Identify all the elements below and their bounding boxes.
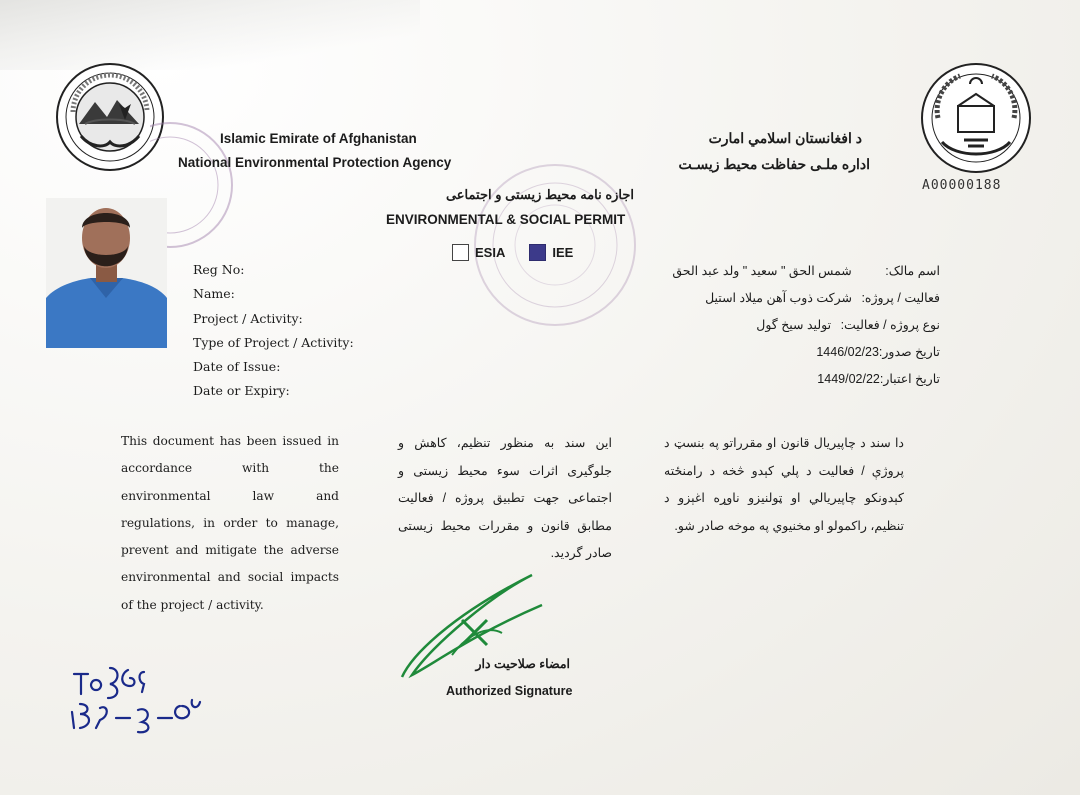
persian-name-value: شمس الحق " سعید " ولد عبد الحق bbox=[672, 264, 852, 278]
body-pashto: دا سند د چاپیریال قانون او مقرراتو په بنسټ د پروژې / فعالیت د پلي کېدو څخه د رامنځته کېدونکو چاپیریالي او ټولنیزو ناوړه اغېزو د تنظیم، راکمولو او مخنیوي په موخه صادر شو. bbox=[664, 436, 904, 533]
persian-project-value: شرکت ذوب آهن میلاد استیل bbox=[705, 291, 852, 305]
field-name: Name: bbox=[193, 286, 235, 302]
persian-project-label: فعالیت / پروژه: bbox=[861, 291, 940, 305]
field-type: Type of Project / Activity: bbox=[193, 334, 354, 350]
header-english bbox=[178, 127, 451, 175]
persian-issue-row bbox=[640, 339, 940, 366]
paper-fold-shadow bbox=[0, 0, 420, 70]
fields-english bbox=[193, 258, 354, 404]
persian-expiry-label: تاریخ اعتبار: bbox=[879, 372, 940, 386]
esia-checkbox bbox=[452, 244, 469, 261]
owner-photo bbox=[46, 198, 167, 348]
body-english: This document has been issued in accordance with the environmental law and regulations, in order to manage, prevent and mitigate the adverse environmental and social impacts of the project / activity. bbox=[121, 434, 339, 612]
nepa-emblem-icon bbox=[55, 62, 165, 172]
fields-persian bbox=[640, 258, 940, 393]
field-expiry-date: Date or Expiry: bbox=[193, 383, 290, 399]
permit-type-options bbox=[452, 244, 573, 261]
title-persian: اجازه نامه محیط زیستی و اجتماعی bbox=[445, 187, 635, 202]
field-issue-date: Date of Issue: bbox=[193, 359, 281, 375]
body-persian: این سند به منظور تنظیم، کاهش و جلوگیری اثرات سوء محیط زیستی و اجتماعی جهت تطبیق پروژه / فعالیت مطابق قانون و مقررات محیط زیستی صادر گردید. bbox=[398, 436, 612, 560]
signature-label-persian: امضاء صلاحیت دار bbox=[475, 657, 570, 671]
header-english-line1: Islamic Emirate of Afghanistan bbox=[220, 131, 417, 146]
serial-number: A00000188 bbox=[922, 178, 1002, 193]
field-project: Project / Activity: bbox=[193, 310, 303, 326]
header-persian-line1: د افغانستان اسلامي امارت bbox=[708, 130, 862, 146]
persian-name-row bbox=[640, 258, 940, 285]
field-reg-no: Reg No: bbox=[193, 262, 245, 277]
persian-type-value: تولید سیخ گول bbox=[756, 318, 832, 332]
persian-expiry-value: 1449/02/22 bbox=[817, 372, 880, 386]
esia-label: ESIA bbox=[475, 245, 506, 260]
persian-type-row bbox=[640, 312, 940, 339]
persian-name-label: اسم مالک: bbox=[885, 264, 940, 278]
persian-type-label: نوع پروژه / فعالیت: bbox=[840, 318, 940, 332]
persian-issue-label: تاریخ صدور: bbox=[878, 345, 940, 359]
title-english: ENVIRONMENTAL & SOCIAL PERMIT bbox=[386, 212, 626, 227]
national-emblem-icon bbox=[920, 62, 1032, 174]
persian-project-row bbox=[640, 285, 940, 312]
header-persian-line2: اداره ملـی حفاظت محیط زیسـت bbox=[678, 156, 870, 172]
persian-expiry-row bbox=[640, 366, 940, 393]
iee-label: IEE bbox=[552, 245, 574, 260]
signature-label-english: Authorized Signature bbox=[446, 684, 573, 698]
iee-checkbox bbox=[529, 244, 546, 261]
handwritten-registration bbox=[66, 660, 216, 735]
header-persian bbox=[630, 125, 870, 177]
persian-issue-value: 1446/02/23 bbox=[816, 345, 879, 359]
header-english-line2: National Environmental Protection Agency bbox=[178, 155, 452, 170]
